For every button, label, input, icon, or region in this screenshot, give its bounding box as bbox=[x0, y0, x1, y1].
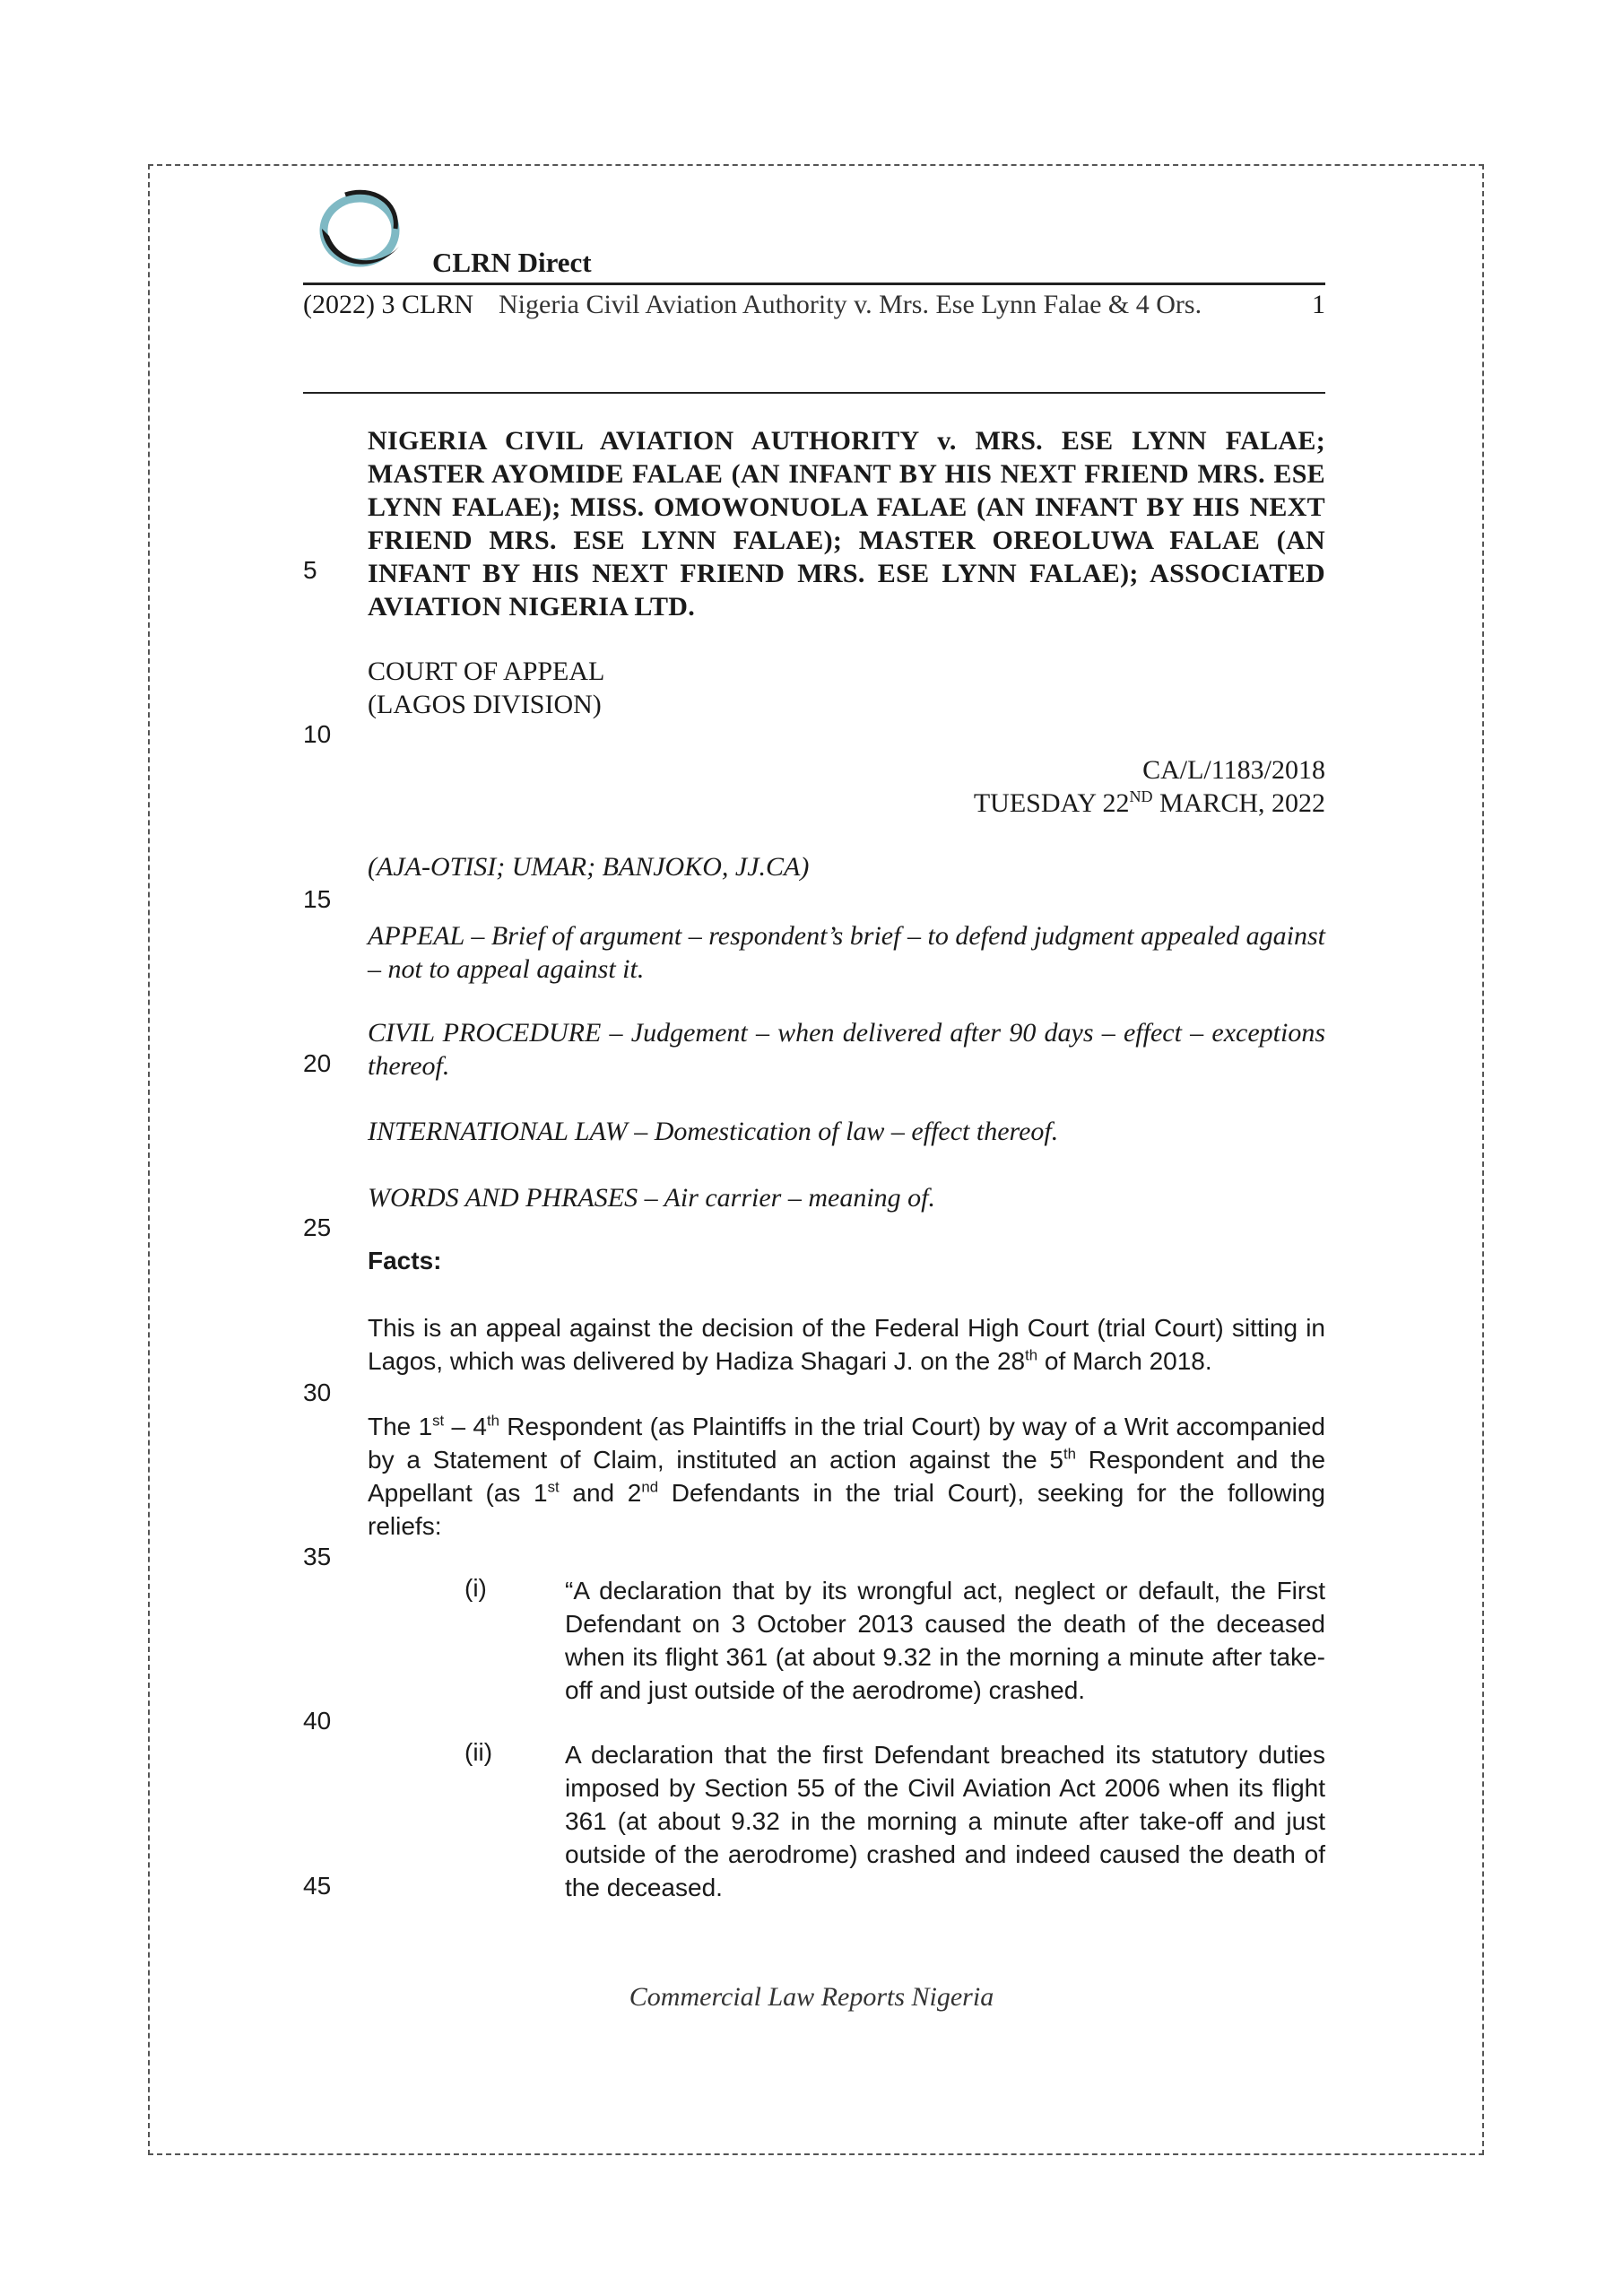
catchword: CIVIL PROCEDURE – Judgement – when delivered after 90 days – effect – exceptions thereof. bbox=[368, 1018, 1325, 1081]
line-number: 10 bbox=[303, 720, 332, 748]
catchword: WORDS AND PHRASES – Air carrier – meaning of. bbox=[368, 1183, 936, 1213]
line-number: 45 bbox=[303, 1872, 332, 1900]
brand-name: CLRN Direct bbox=[432, 247, 592, 278]
facts-heading: Facts: bbox=[368, 1247, 442, 1274]
line-number: 40 bbox=[303, 1707, 332, 1735]
clrn-logo-icon bbox=[309, 184, 410, 283]
suit-block bbox=[368, 753, 1325, 820]
header-rule bbox=[303, 283, 1325, 285]
catchword: APPEAL – Brief of argument – respondent’s brief – to defend judgment appealed against – not to appeal against it. bbox=[368, 921, 1325, 984]
facts-paragraph: The 1st – 4th Respondent (as Plaintiffs in the trial Court) by way of a Writ accompanied by a Statement of Claim, instituted an action against the 5th Respondent and the Appellant (as 1st and 2nd Defendants in the trial Court), seeking for the following reliefs: bbox=[368, 1412, 1326, 1540]
line-number: 15 bbox=[303, 885, 332, 913]
header-divider bbox=[303, 392, 1325, 394]
court-block bbox=[368, 655, 1325, 721]
court-name: COURT OF APPEAL bbox=[368, 657, 605, 686]
relief-number: (ii) bbox=[464, 1738, 493, 1766]
line-number: 30 bbox=[303, 1378, 332, 1406]
case-parties: NIGERIA CIVIL AVIATION AUTHORITY v. MRS. ESE LYNN FALAE; MASTER AYOMIDE FALAE (AN INFANT BY HIS NEXT FRIEND MRS. ESE LYNN FALAE); MISS. OMOWONUOLA FALAE (AN INFANT BY HIS NEXT FRIEND MRS. ESE LYNN FALAE); MASTER OREOLUWA FALAE (AN INFANT BY HIS NEXT FRIEND MRS. ESE LYNN FALAE); ASSOCIATED AVIATION NIGERIA LTD. bbox=[368, 426, 1325, 622]
line-number: 35 bbox=[303, 1543, 332, 1570]
page-number: 1 bbox=[1312, 290, 1325, 319]
relief-text: A declaration that the first Defendant breached its statutory duties imposed by Section 55 of the Civil Aviation Act 2006 when its flight 361 (at about 9.32 in the morning a minute after take-off and just outside of the aerodrome) crashed and indeed caused the death of the deceased. bbox=[565, 1741, 1325, 1901]
line-number: 25 bbox=[303, 1213, 332, 1241]
suit-number: CA/L/1183/2018 bbox=[1142, 755, 1325, 785]
court-division: (LAGOS DIVISION) bbox=[368, 690, 602, 719]
relief-text: “A declaration that by its wrongful act, neglect or default, the First Defendant on 3 October 2013 caused the death of the deceased when its flight 361 (at about 9.32 in the morning a minute after take-off and just outside of the aerodrome) crashed. bbox=[565, 1577, 1325, 1704]
justices: (AJA-OTISI; UMAR; BANJOKO, JJ.CA) bbox=[368, 852, 810, 882]
line-number: 5 bbox=[303, 556, 317, 584]
judgment-date: TUESDAY 22ND MARCH, 2022 bbox=[973, 787, 1325, 818]
running-head bbox=[303, 290, 1325, 320]
facts-paragraph: This is an appeal against the decision of the Federal High Court (trial Court) sitting in Lagos, which was delivered by Hadiza Shagari J. on the 28th of March 2018. bbox=[368, 1314, 1325, 1375]
page-footer: Commercial Law Reports Nigeria bbox=[629, 1982, 994, 2012]
report-citation: (2022) 3 CLRN bbox=[303, 290, 473, 319]
running-case-title: Nigeria Civil Aviation Authority v. Mrs. Ese Lynn Falae & 4 Ors. bbox=[499, 290, 1202, 319]
catchword: INTERNATIONAL LAW – Domestication of law – effect thereof. bbox=[368, 1117, 1059, 1146]
line-number: 20 bbox=[303, 1049, 332, 1077]
relief-number: (i) bbox=[464, 1574, 487, 1602]
